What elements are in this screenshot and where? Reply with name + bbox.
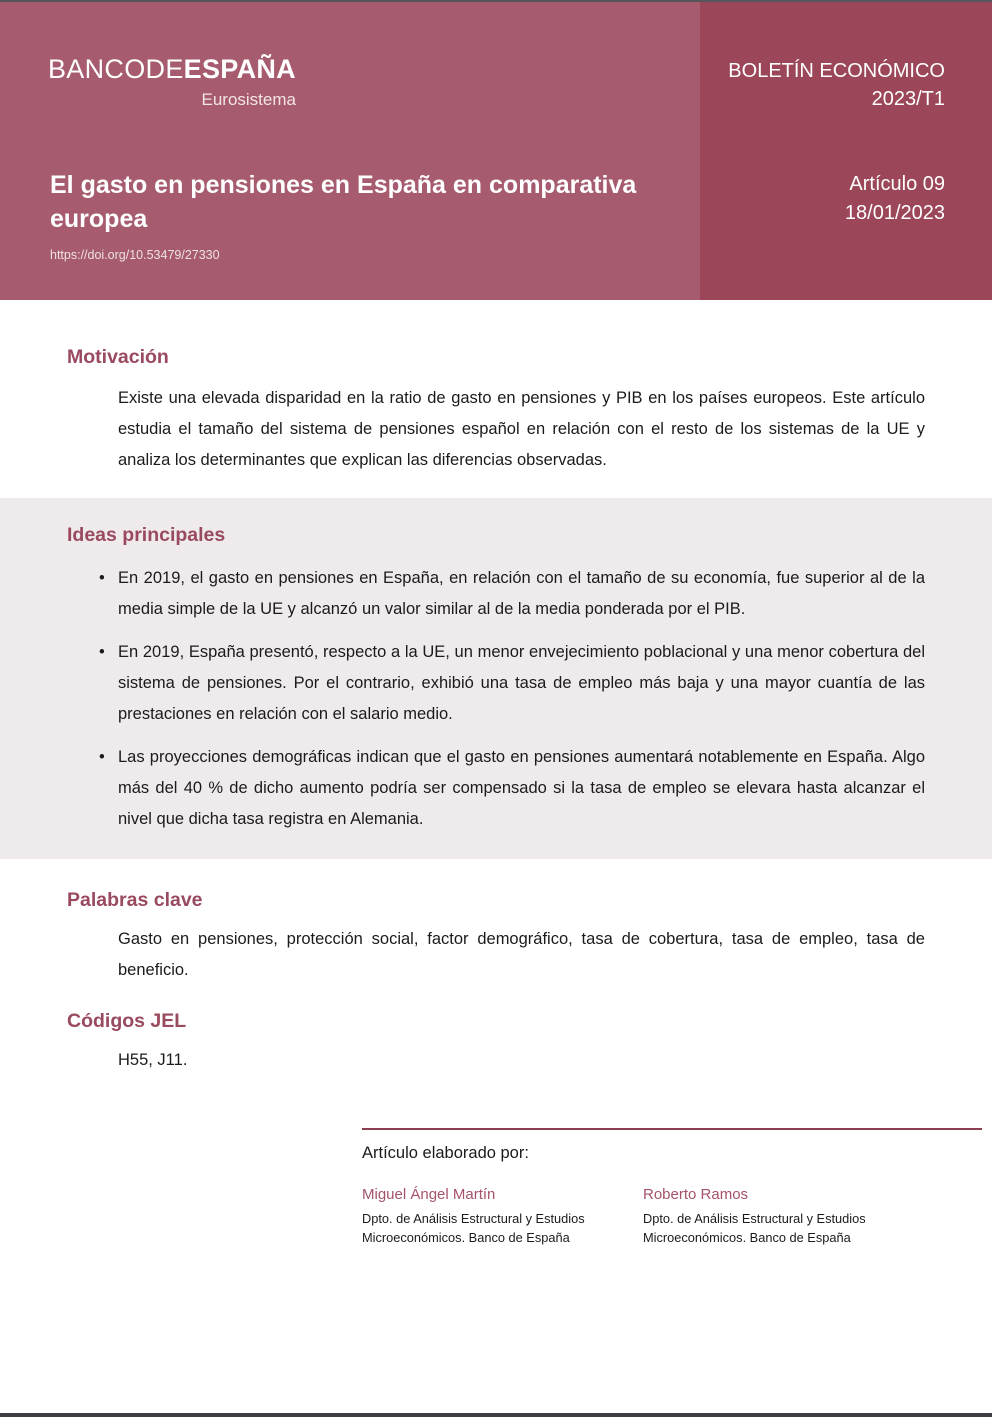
article-meta [845, 170, 945, 228]
window-bottom-edge [0, 1413, 992, 1417]
article-title: El gasto en pensiones en España en comparativa europea [50, 171, 637, 233]
logo-word-de: DE [145, 54, 184, 84]
main-ideas-bullet: • En 2019, España presentó, respecto a la UE, un menor envejecimiento poblacional y una menor cobertura del sistema de pensiones. Por el contrario, exhibió una tasa de empleo más baja y una mayor cuantía de las prestaciones en relación con el salario medio. [118, 637, 925, 730]
publication-block [728, 57, 945, 113]
header-right-panel [700, 2, 992, 300]
section-motivation [0, 346, 992, 476]
author-name: Miguel Ángel Martín [362, 1186, 496, 1203]
title-block [50, 168, 665, 264]
main-ideas-heading: Ideas principales [67, 524, 226, 546]
publication-name: BOLETÍN ECONÓMICO [728, 60, 945, 82]
authors-row [362, 1185, 982, 1247]
section-jel [0, 1010, 992, 1076]
logo-word-espana: ESPAÑA [183, 54, 296, 84]
article-number: Artículo 09 [849, 173, 945, 195]
author-dept-line: Dpto. de Análisis Estructural y Estudios [362, 1211, 585, 1226]
logo-eurosistema: Eurosistema [201, 90, 296, 109]
authors-footer [362, 1128, 982, 1247]
section-keywords [0, 889, 992, 986]
publication-issue: 2023/T1 [871, 88, 945, 110]
main-ideas-bullet: • Las proyecciones demográficas indican que el gasto en pensiones aumentará notablemente en España. Algo más del 40 % de dicho aumento podría ser compensado si la tasa de empleo se elevara hasta alcanzar el nivel que dicha tasa registra en Alemania. [118, 742, 925, 835]
main-ideas-bullet: • En 2019, el gasto en pensiones en España, en relación con el tamaño de su economía, fue superior al de la media simple de la UE y alcanzó un valor similar al de la media ponderada por el PIB. [118, 563, 925, 625]
banco-de-espana-logo [48, 54, 296, 110]
motivation-heading: Motivación [67, 346, 169, 368]
doi-link[interactable]: https://doi.org/10.53479/27330 [50, 248, 220, 262]
keywords-heading: Palabras clave [67, 889, 203, 911]
author-dept-line: Microeconómicos. Banco de España [362, 1230, 570, 1245]
keywords-text: Gasto en pensiones, protección social, factor demográfico, tasa de cobertura, tasa de empleo, tasa de beneficio. [118, 930, 925, 979]
logo-word-banco: BANCO [48, 54, 146, 84]
author-name: Roberto Ramos [643, 1186, 749, 1203]
motivation-text: Existe una elevada disparidad en la ratio de gasto en pensiones y PIB en los países europeos. Este artículo estudia el tamaño del sistema de pensiones español en relación con el resto de los sistemas de la UE y analiza los determinantes que explican las diferencias observadas. [118, 389, 925, 469]
prepared-by-label: Artículo elaborado por: [362, 1144, 529, 1162]
section-main-ideas [0, 498, 992, 859]
jel-heading: Códigos JEL [67, 1010, 187, 1032]
author-dept-line: Dpto. de Análisis Estructural y Estudios [643, 1211, 866, 1226]
footer-divider [362, 1128, 982, 1130]
article-date: 18/01/2023 [844, 202, 945, 224]
author-dept-line: Microeconómicos. Banco de España [643, 1230, 851, 1245]
jel-text: H55, J11. [118, 1051, 188, 1069]
author-card [362, 1185, 643, 1247]
author-card [643, 1185, 924, 1247]
cover-header [0, 2, 992, 300]
logo-wordmark [48, 54, 296, 85]
